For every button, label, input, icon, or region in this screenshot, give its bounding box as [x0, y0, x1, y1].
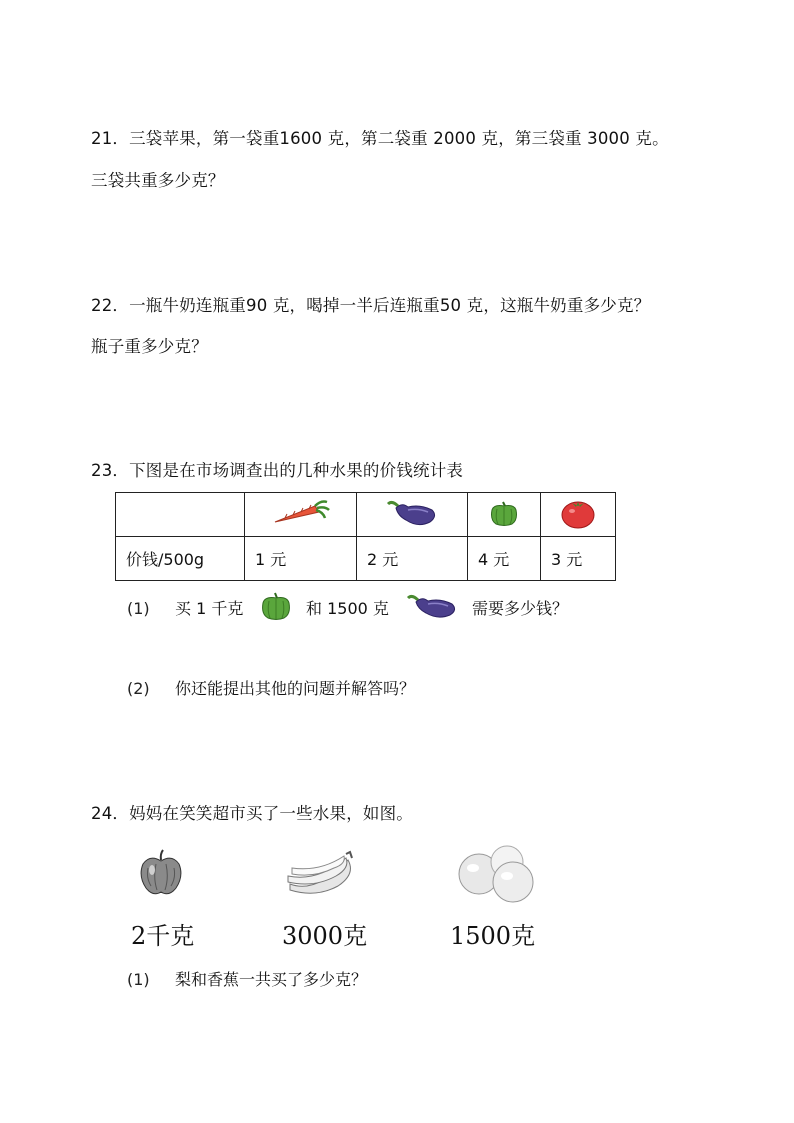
q24-sub1: [127, 967, 367, 990]
green-pepper-icon: [468, 493, 541, 537]
price-table: [115, 492, 616, 581]
q22-line2: 瓶子重多少克？: [91, 337, 208, 356]
banana-weight: 3000克: [282, 922, 368, 950]
price-carrot: 1 元: [245, 537, 357, 581]
carrot-icon: [245, 493, 357, 537]
q21-line1: 21．三袋苹果，第一袋重1600 克，第二袋重 2000 克，第三袋重 3000 克。: [91, 129, 669, 148]
price-tomato: 3 元: [541, 537, 616, 581]
green-pepper-icon: [258, 590, 294, 622]
banana-icon: [286, 850, 358, 896]
apple-icon: [136, 848, 186, 898]
q23-title: 23．下图是在市场调查出的几种水果的价钱统计表: [91, 461, 464, 480]
table-header-row: [116, 493, 616, 537]
q24-sub1-text: 梨和香蕉一共买了多少克？: [175, 970, 368, 989]
q21-line2: 三袋共重多少克？: [91, 171, 225, 190]
price-eggplant: 2 元: [357, 537, 468, 581]
q23-sub1-text-b: 和 1500 克: [306, 599, 389, 618]
eggplant-icon: [404, 592, 460, 620]
q24-sub1-num: (1): [127, 970, 150, 989]
apple-weight: 2千克: [131, 922, 195, 950]
price-green-pepper: 4 元: [468, 537, 541, 581]
table-corner-cell: [116, 493, 245, 537]
tomato-icon: [541, 493, 616, 537]
pear-weight: 1500克: [450, 922, 536, 950]
q23-sub1-num: (1): [127, 599, 150, 618]
pear-icon: [455, 842, 541, 904]
q23-sub2-num: (2): [127, 679, 150, 698]
eggplant-icon: [357, 493, 468, 537]
q23-sub2-text: 你还能提出其他的问题并解答吗？: [175, 679, 416, 698]
table-price-row: [116, 537, 616, 581]
q23-sub1: [127, 596, 243, 619]
row-label: 价钱/500g: [116, 537, 245, 581]
q23-sub2: [127, 676, 415, 699]
q22-line1: 22．一瓶牛奶连瓶重90 克，喝掉一半后连瓶重50 克，这瓶牛奶重多少克？: [91, 296, 651, 315]
q23-sub1-text-a: 买 1 千克: [175, 599, 244, 618]
q23-sub1-text-c: 需要多少钱？: [472, 599, 569, 618]
q24-title: 24．妈妈在笑笑超市买了一些水果，如图。: [91, 804, 413, 823]
